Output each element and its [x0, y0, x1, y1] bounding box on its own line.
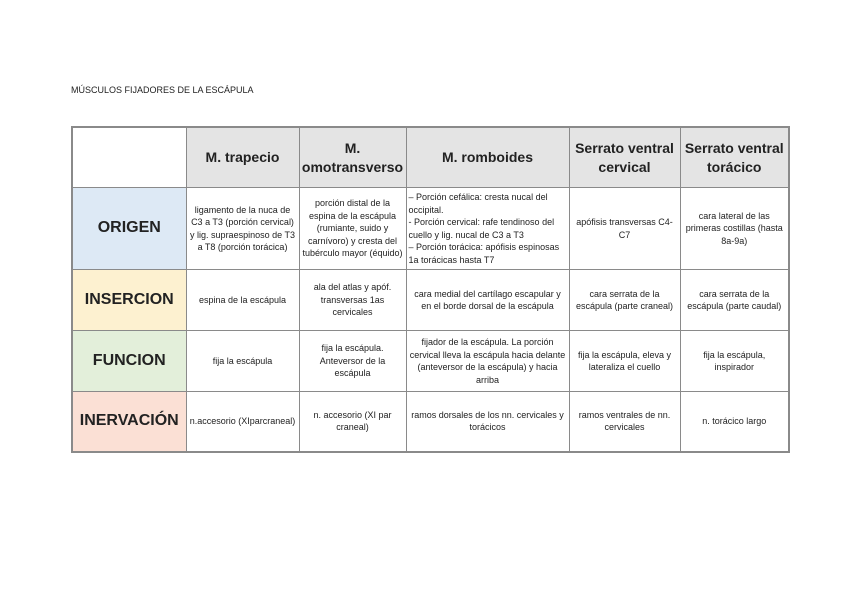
muscles-table: [71, 126, 790, 453]
table-row: [72, 331, 789, 392]
table-cell: – Porción cefálica: cresta nucal del occipital. - Porción cervical: rafe tendinoso del cuello y lig. nucal de C3 a T3 – Porción torácica: apófisis espinosas 1a torácicas hasta T7: [406, 188, 569, 270]
document-title: MÚSCULOS FIJADORES DE LA ESCÁPULA: [71, 85, 254, 95]
table-cell: n.accesorio (XIparcraneal): [186, 392, 299, 452]
table-cell: porción distal de la espina de la escápula (rumiante, suido y carnívoro) y cresta del tubérculo mayor (équido): [299, 188, 406, 270]
table-cell: apófisis transversas C4-C7: [569, 188, 680, 270]
table-cell: ramos dorsales de los nn. cervicales y torácicos: [406, 392, 569, 452]
table-cell: fija la escápula. Anteversor de la escápula: [299, 331, 406, 392]
column-header: Serrato ventral torácico: [680, 127, 789, 188]
table-row: [72, 392, 789, 452]
row-label: ORIGEN: [72, 188, 186, 270]
header-row: [72, 127, 789, 188]
table-row: [72, 270, 789, 331]
table-cell: ligamento de la nuca de C3 a T3 (porción cervical) y lig. supraespinoso de T3 a T8 (porción torácica): [186, 188, 299, 270]
column-header: M. omotransverso: [299, 127, 406, 188]
table-cell: ramos ventrales de nn. cervicales: [569, 392, 680, 452]
corner-cell: [72, 127, 186, 188]
row-label: FUNCION: [72, 331, 186, 392]
table-cell: fija la escápula, eleva y lateraliza el cuello: [569, 331, 680, 392]
row-label: INERVACIÓN: [72, 392, 186, 452]
table-row: [72, 188, 789, 270]
row-label: INSERCION: [72, 270, 186, 331]
table-cell: ala del atlas y apóf. transversas 1as cervicales: [299, 270, 406, 331]
column-header: Serrato ventral cervical: [569, 127, 680, 188]
table-cell: fijador de la escápula. La porción cervical lleva la escápula hacia delante (anteversor de la escápula) y hacia arriba: [406, 331, 569, 392]
column-header: M. romboides: [406, 127, 569, 188]
table-cell: fija la escápula: [186, 331, 299, 392]
table-cell: cara serrata de la escápula (parte craneal): [569, 270, 680, 331]
table-cell: fija la escápula, inspirador: [680, 331, 789, 392]
table-cell: cara medial del cartílago escapular y en el borde dorsal de la escápula: [406, 270, 569, 331]
column-header: M. trapecio: [186, 127, 299, 188]
table-cell: cara serrata de la escápula (parte caudal): [680, 270, 789, 331]
table-cell: n. torácico largo: [680, 392, 789, 452]
table-cell: n. accesorio (XI par craneal): [299, 392, 406, 452]
table-cell: espina de la escápula: [186, 270, 299, 331]
table-cell: cara lateral de las primeras costillas (hasta 8a-9a): [680, 188, 789, 270]
